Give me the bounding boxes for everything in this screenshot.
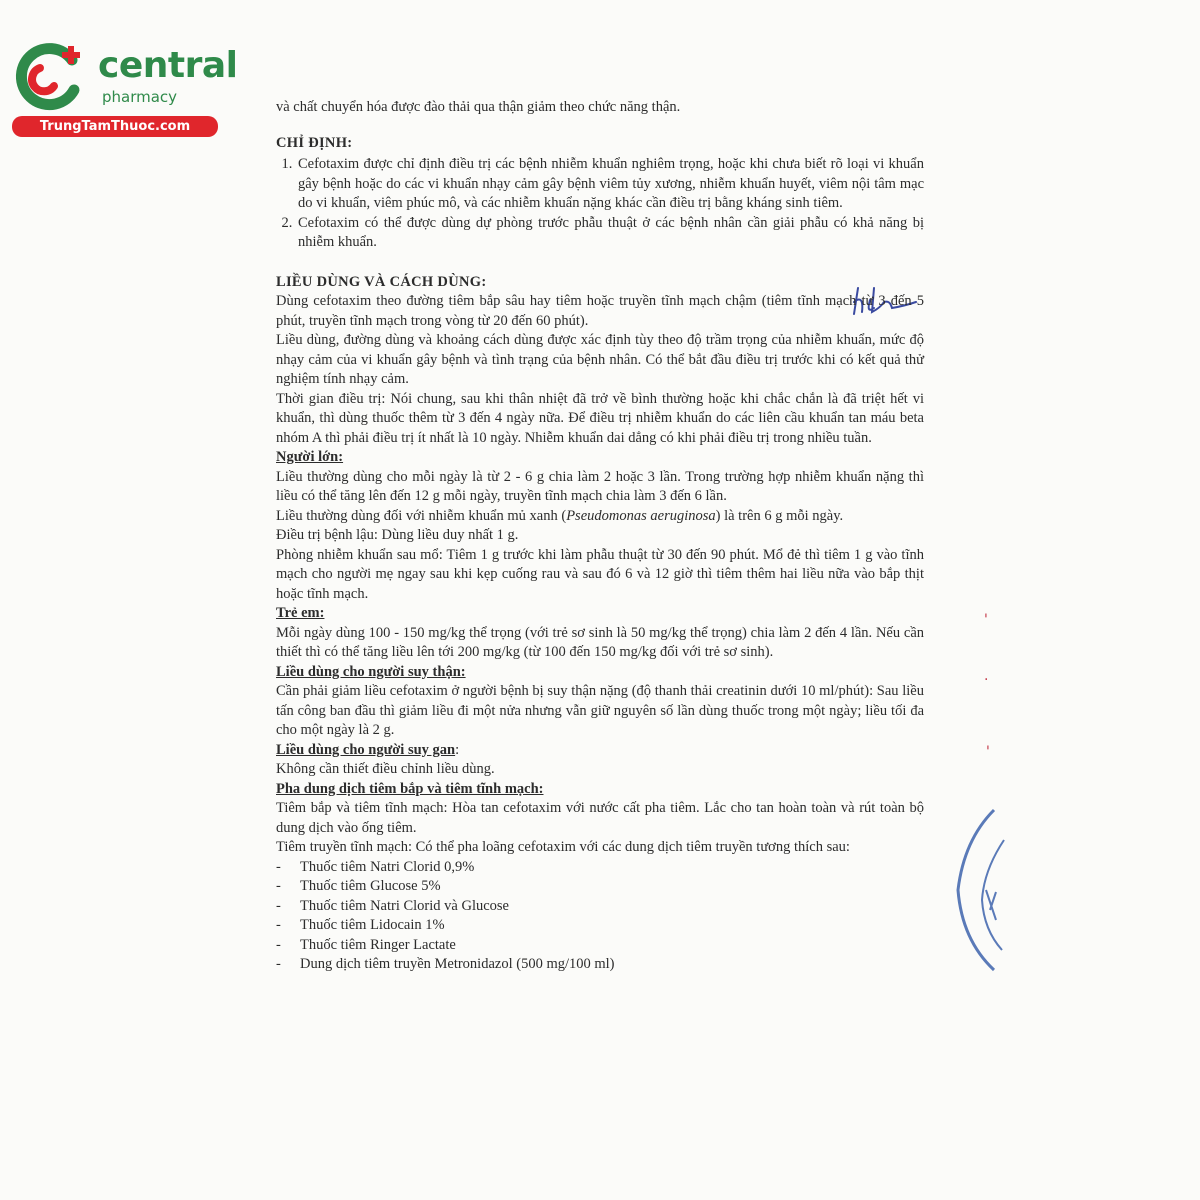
indication-list xyxy=(276,155,924,253)
text-fragment: Liều thường dùng đối với nhiễm khuẩn mủ xanh ( xyxy=(276,507,567,524)
renal-heading: Liều dùng cho người suy thận: xyxy=(276,663,466,680)
child-heading: Trẻ em: xyxy=(276,605,325,621)
adult-paragraph: Phòng nhiễm khuẩn sau mổ: Tiêm 1 g trước khi làm phẫu thuật từ 30 đến 90 phút. Mổ đẻ thì tiêm 1 g vào tĩnh mạch cho người mẹ ngay sau khi kẹp cuống rau và sau đó 6 và 12 giờ thì tiêm thêm hai liều nữa vào bắp thịt hoặc tĩnh mạch. xyxy=(276,546,924,602)
list-item: 1. Cefotaxim được chỉ định điều trị các bệnh nhiễm khuẩn nghiêm trọng, hoặc khi chưa biết rõ loại vi khuẩn gây bệnh hoặc do các vi khuẩn nhạy cảm gây bệnh viêm tủy xương, nhiễm khuẩn huyết, viêm nội tâm mạc do vi khuẩn, viêm phúc mô, và các nhiễm khuẩn nặng khác cần điều trị bằng kháng sinh tiêm. xyxy=(296,155,924,214)
preparation-heading: Pha dung dịch tiêm bắp và tiêm tĩnh mạch: xyxy=(276,780,544,797)
liver-paragraph: Không cần thiết điều chỉnh liều dùng. xyxy=(276,761,495,777)
renal-paragraph: Cần phải giảm liều cefotaxim ở người bệnh bị suy thận nặng (độ thanh thải creatinin dưới 10 ml/phút): Sau liều tấn công ban đầu thì giảm liều đi một nửa nhưng vẫn giữ nguyên số lần dùng thuốc trong một ngày; liều tối đa cho một ngày là 2 g. xyxy=(276,683,924,738)
preparation-paragraph: Tiêm truyền tĩnh mạch: Có thể pha loãng cefotaxim với các dung dịch tiêm truyền tương thích sau: xyxy=(276,839,850,855)
list-item: - Thuốc tiêm Glucose 5% xyxy=(276,877,924,897)
list-item: - Thuốc tiêm Natri Clorid và Glucose xyxy=(276,897,924,917)
list-item: - Dung dịch tiêm truyền Metronidazol (500 mg/100 ml) xyxy=(276,955,924,975)
list-item: - Thuốc tiêm Lidocain 1% xyxy=(276,916,924,936)
edge-mark: ' xyxy=(986,744,990,760)
dosage-paragraph: Liều dùng, đường dùng và khoảng cách dùng được xác định tùy theo độ trầm trọng của nhiễm khuẩn, mức độ nhạy cảm của vi khuẩn gây bệnh và tình trạng của bệnh nhân. Có thể bắt đầu điều trị trước khi có kết quả thử nghiệm tính nhạy cảm. xyxy=(276,332,924,387)
dosage-heading: LIỀU DÙNG VÀ CÁCH DÙNG: xyxy=(276,273,487,290)
child-paragraph: Mỗi ngày dùng 100 - 150 mg/kg thể trọng (với trẻ sơ sinh là 50 mg/kg thể trọng) chia làm 2 đến 4 lần. Nếu cần thiết thì có thể tăng liều lên tới 200 mg/kg (từ 100 đến 150 mg/kg đối với trẻ sơ sinh). xyxy=(276,624,924,660)
edge-mark: · xyxy=(984,672,989,688)
list-item: 2. Cefotaxim có thể được dùng dự phòng trước phẫu thuật ở các bệnh nhân cần giải phẫu có khả năng bị nhiễm khuẩn. xyxy=(296,214,924,253)
liver-heading: Liều dùng cho người suy gan xyxy=(276,741,456,758)
brand-url-badge: TrungTamThuoc.com xyxy=(12,116,218,137)
text-fragment: ) là trên 6 g mỗi ngày. xyxy=(715,507,844,524)
liver-heading-line xyxy=(276,741,924,761)
indication-heading: CHỈ ĐỊNH: xyxy=(276,134,353,151)
adult-paragraph-pseudomonas xyxy=(276,507,924,527)
adult-paragraph: Liều thường dùng cho mỗi ngày là từ 2 - 6 g chia làm 2 hoặc 3 lần. Trong trường hợp nhiễm khuẩn nặng thì liều có thể tăng lên đến 12 g mỗi ngày, truyền tĩnh mạch chia làm 3 đến 6 lần. xyxy=(276,468,924,504)
solution-list xyxy=(276,858,924,975)
stamp-fragment xyxy=(950,800,1010,980)
dosage-paragraph: Thời gian điều trị: Nói chung, sau khi thân nhiệt đã trở về bình thường hoặc khi chắc chắn là đã triệt hết vi khuẩn, thì dùng thuốc thêm từ 3 đến 4 ngày nữa. Để điều trị nhiễm khuẩn do các liên cầu khuẩn tan máu beta nhóm A thì phải điều trị ít nhất là 10 ngày. Nhiễm khuẩn dai dẳng có khi phải điều trị trong nhiều tuần. xyxy=(276,390,924,446)
species-name: Pseudomonas aeruginosa xyxy=(566,507,716,524)
central-pharmacy-logo-icon xyxy=(10,40,90,112)
leaflet-text xyxy=(276,98,924,975)
dosage-paragraph: Dùng cefotaxim theo đường tiêm bắp sâu hay tiêm hoặc truyền tĩnh mạch chậm (tiêm tĩnh mạch từ 3 đến 5 phút, truyền tĩnh mạch trong vòng từ 20 đến 60 phút). xyxy=(276,293,924,329)
list-item: - Thuốc tiêm Natri Clorid 0,9% xyxy=(276,858,924,878)
edge-mark: ' xyxy=(984,612,988,628)
intro-line: và chất chuyển hóa được đào thải qua thận giảm theo chức năng thận. xyxy=(276,99,681,115)
list-item: - Thuốc tiêm Ringer Lactate xyxy=(276,936,924,956)
brand-logo xyxy=(10,36,238,136)
liver-heading-colon: : xyxy=(455,741,460,758)
brand-name: central xyxy=(98,45,238,86)
adult-paragraph: Điều trị bệnh lậu: Dùng liều duy nhất 1 g. xyxy=(276,527,519,543)
preparation-paragraph: Tiêm bắp và tiêm tĩnh mạch: Hòa tan cefotaxim với nước cất pha tiêm. Lắc cho tan hoàn toàn và rút toàn bộ dung dịch vào ống tiêm. xyxy=(276,800,924,836)
brand-subtitle: pharmacy xyxy=(102,88,178,106)
adult-heading: Người lớn: xyxy=(276,449,344,465)
